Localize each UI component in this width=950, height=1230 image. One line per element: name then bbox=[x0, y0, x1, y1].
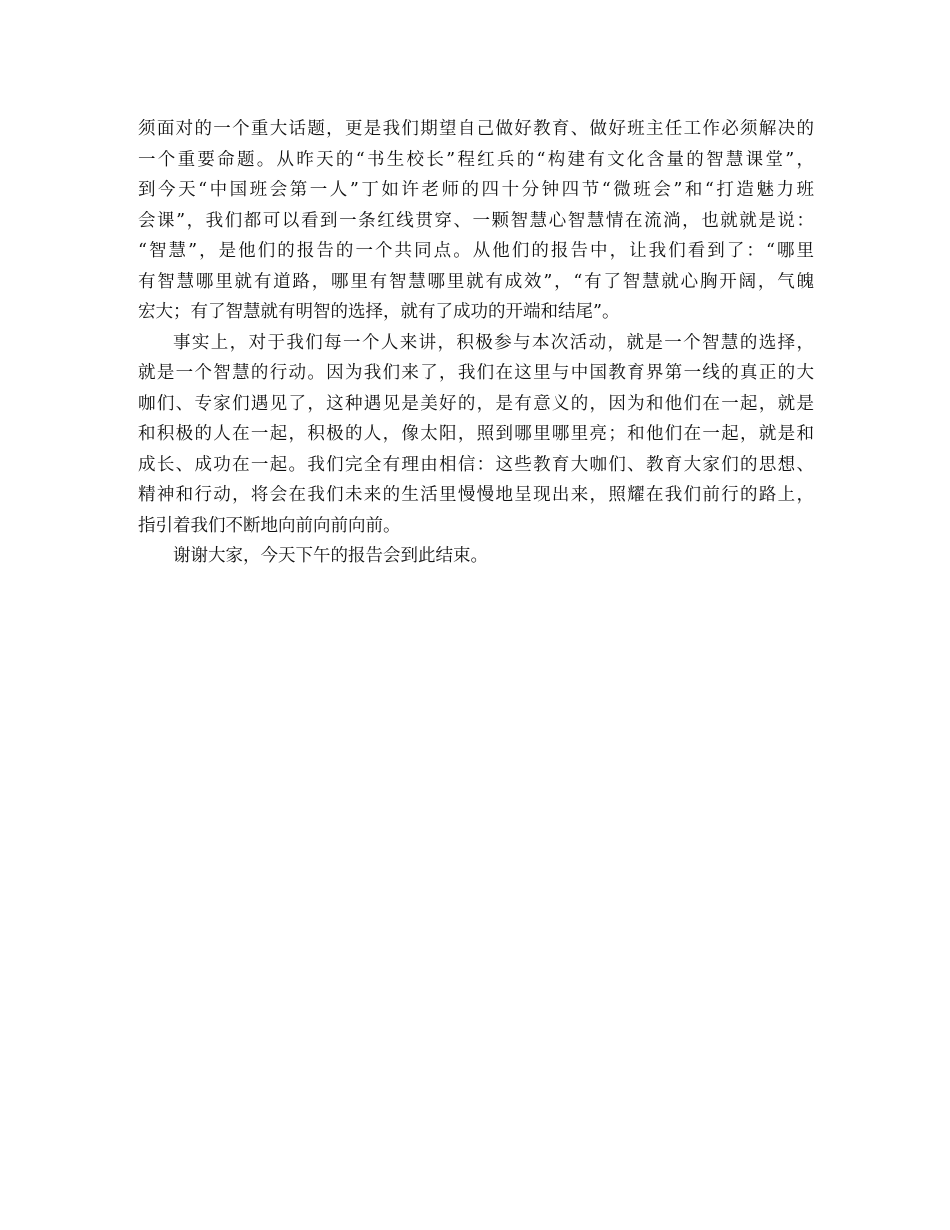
text-line: 有智慧哪里就有道路，哪里有智慧哪里就有成效”，“有了智慧就心胸开阔，气魄 bbox=[138, 271, 814, 292]
text-line: 就是一个智慧的行动。因为我们来了，我们在这里与中国教育界第一线的真正的大 bbox=[138, 363, 814, 383]
text-line: 须面对的一个重大话题，更是我们期望自己做好教育、做好班主任工作必须解决的 bbox=[138, 119, 814, 139]
paragraph-3 bbox=[138, 541, 814, 572]
text-line: 和积极的人在一起，积极的人，像太阳，照到哪里哪里亮；和他们在一起，就是和 bbox=[138, 424, 814, 444]
text-line: 谢谢大家，今天下午的报告会到此结束。 bbox=[173, 546, 488, 566]
body-text bbox=[138, 114, 814, 572]
text-line: 宏大；有了智慧就有明智的选择，就有了成功的开端和结尾”。 bbox=[138, 302, 620, 322]
text-line: 到今天“中国班会第一人”丁如许老师的四十分钟四节“微班会”和“打造魅力班 bbox=[138, 180, 814, 200]
paragraph-2 bbox=[138, 328, 814, 542]
text-line: 成长、成功在一起。我们完全有理由相信：这些教育大咖们、教育大家们的思想、 bbox=[138, 454, 814, 475]
text-line: 一个重要命题。从昨天的“书生校长”程红兵的“构建有文化含量的智慧课堂”， bbox=[138, 149, 814, 170]
text-line: 事实上，对于我们每一个人来讲，积极参与本次活动，就是一个智慧的选择， bbox=[173, 332, 814, 353]
text-line: 咖们、专家们遇见了，这种遇见是美好的，是有意义的，因为和他们在一起，就是 bbox=[138, 393, 814, 414]
text-line: 指引着我们不断地向前向前向前。 bbox=[138, 515, 401, 536]
paragraph-1 bbox=[138, 114, 814, 328]
text-line: “智慧”，是他们的报告的一个共同点。从他们的报告中，让我们看到了：“哪里 bbox=[138, 241, 814, 261]
text-line: 会课”，我们都可以看到一条红线贯穿、一颗智慧心智慧情在流淌，也就就是说： bbox=[138, 210, 814, 231]
text-line: 精神和行动，将会在我们未来的生活里慢慢地呈现出来，照耀在我们前行的路上， bbox=[138, 485, 814, 505]
